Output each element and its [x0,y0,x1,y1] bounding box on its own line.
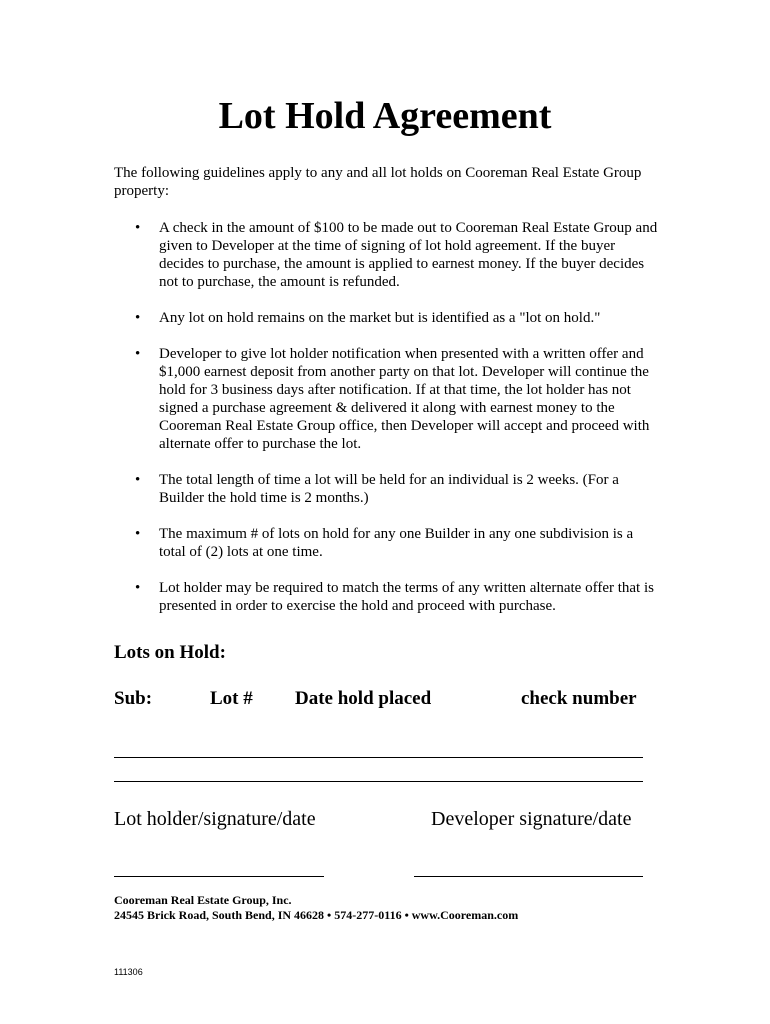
guideline-item [114,525,659,561]
column-check-number: check number [521,688,637,709]
bullet-icon: • [135,220,141,236]
bullet-icon: • [135,580,141,596]
guideline-item [114,579,659,615]
bullet-icon: • [135,526,141,542]
guideline-text: Developer to give lot holder notification when presented with a written offer and $1,000 earnest deposit from another party on that lot. Developer will continue the hold for 3 business days after notification. If at that time, the lot holder has not signed a purchase agreement & delivered it along with earnest money to the Cooreman Real Estate Group office, then Developer will accept and proceed with alternate offer to purchase the lot. [159,346,650,452]
guideline-text: The total length of time a lot will be held for an individual is 2 weeks. (For a Builder the hold time is 2 months.) [159,472,619,506]
document-title: Lot Hold Agreement [218,95,552,137]
guideline-text: Any lot on hold remains on the market but is identified as a "lot on hold." [159,310,601,326]
intro-paragraph: The following guidelines apply to any and all lot holds on Cooreman Real Estate Group property: [114,165,642,199]
guideline-item [114,219,659,291]
bullet-icon: • [135,310,141,326]
lot-entry-line[interactable] [114,757,643,758]
guideline-text: Lot holder may be required to match the terms of any written alternate offer that is presented in order to exercise the hold and proceed with purchase. [159,580,654,614]
bullet-icon: • [135,346,141,362]
bullet-icon: • [135,472,141,488]
guideline-text: A check in the amount of $100 to be made out to Cooreman Real Estate Group and given to Developer at the time of signing of lot hold agreement. If the buyer decides to purchase, the amount is applied to earnest money. If the buyer decides not to purchase, the amount is refunded. [159,220,658,290]
lot-holder-signature-label: Lot holder/signature/date [114,808,316,830]
guideline-text: The maximum # of lots on hold for any one Builder in any one subdivision is a total of (2) lots at one time. [159,526,634,560]
guideline-item [114,309,659,327]
footer-address: 24545 Brick Road, South Bend, IN 46628 • 574-277-0116 • www.Cooreman.com [114,908,519,922]
developer-signature-label: Developer signature/date [431,808,632,830]
lots-on-hold-heading: Lots on Hold: [114,642,226,663]
form-code: 111306 [114,967,143,977]
column-lot-number: Lot # [210,688,253,709]
guideline-item [114,345,659,453]
guideline-item [114,471,659,507]
lot-entry-line[interactable] [114,781,643,782]
guidelines-list [114,219,659,633]
lot-holder-signature-line[interactable] [114,876,324,877]
footer-company-name: Cooreman Real Estate Group, Inc. [114,893,292,907]
column-date-hold-placed: Date hold placed [295,688,432,709]
column-sub: Sub: [114,688,153,709]
developer-signature-line[interactable] [414,876,643,877]
